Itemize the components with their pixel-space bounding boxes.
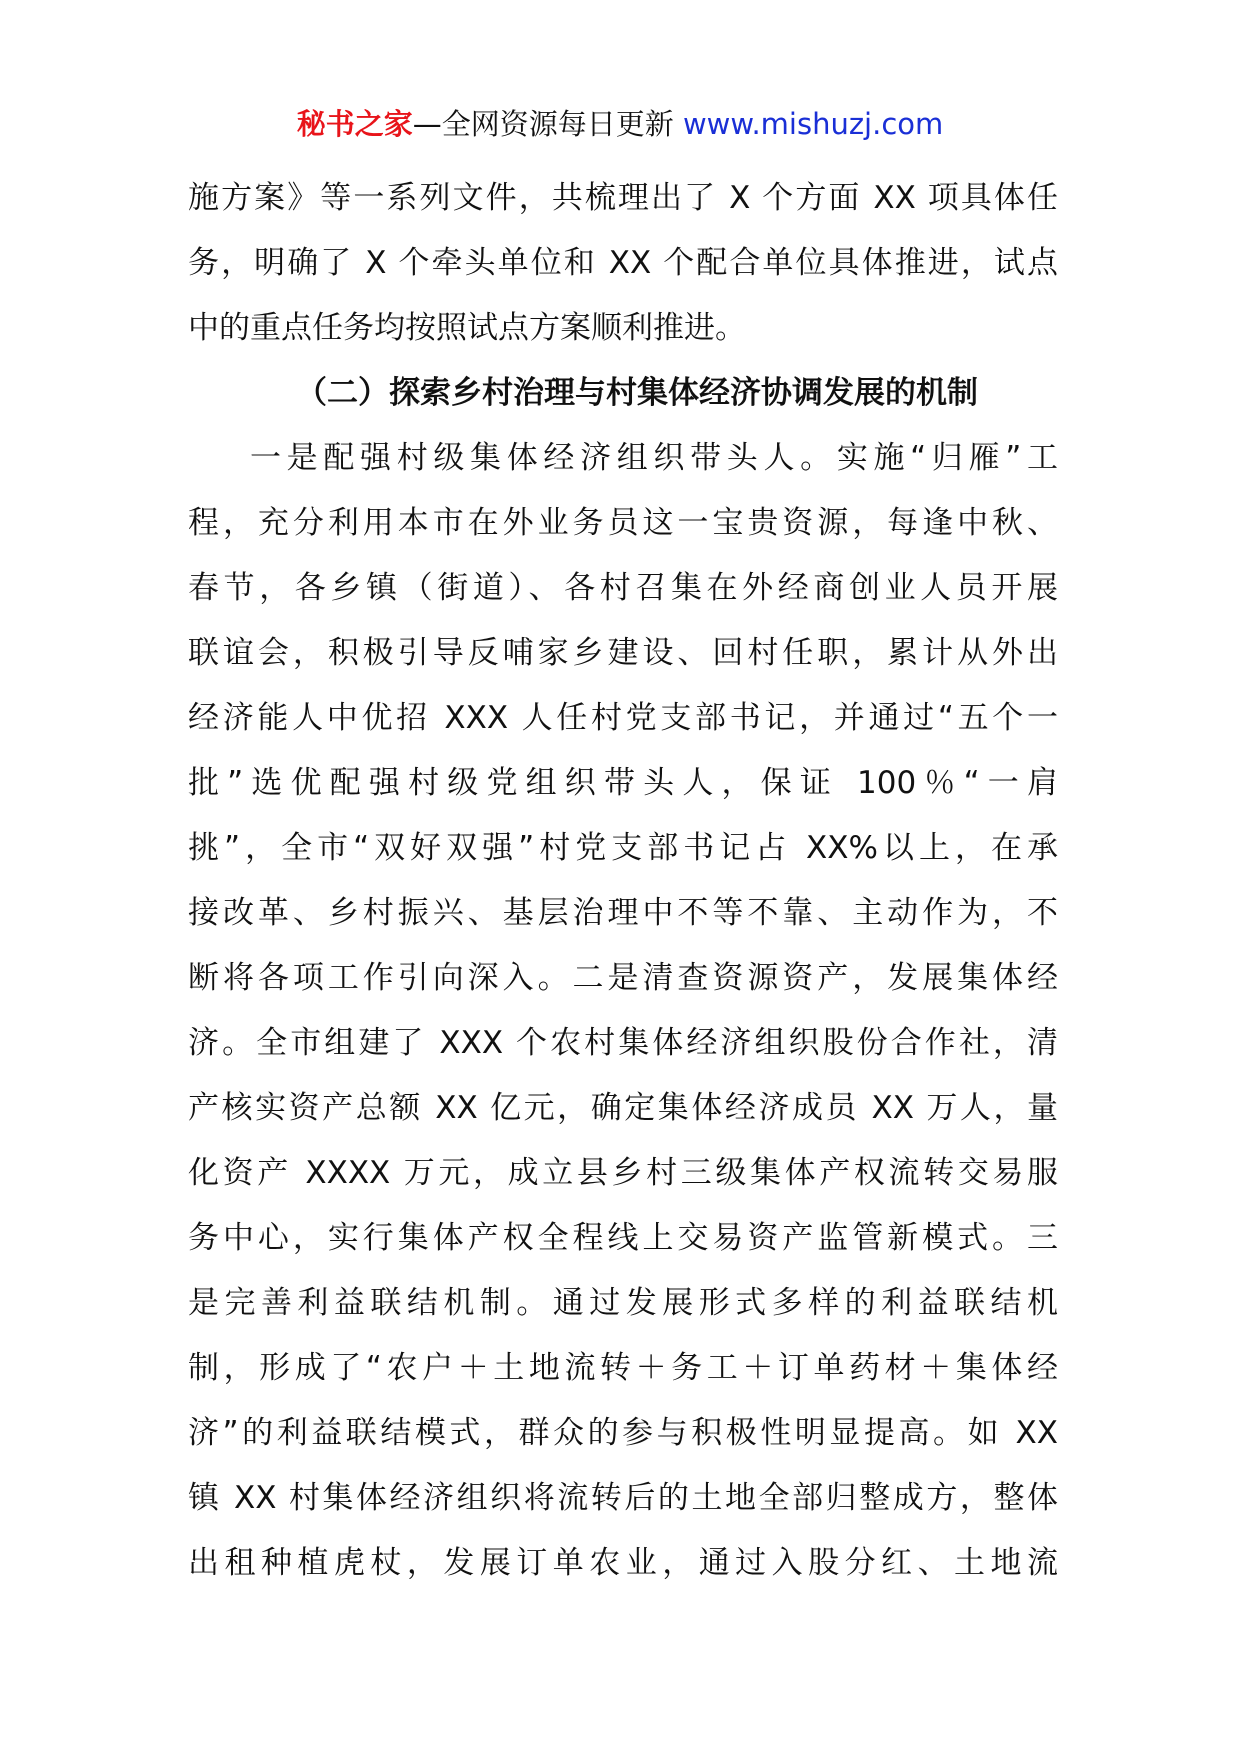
body-line: 济”的利益联结模式，群众的参与积极性明显提高。如 XX (188, 1415, 1058, 1451)
body-line: 春节，各乡镇（街道）、各村召集在外经商创业人员开展 (188, 570, 1058, 606)
body-line: 挑”，全市“双好双强”村党支部书记占 XX%以上，在承 (188, 830, 1058, 866)
body-line: 务，明确了 X 个牵头单位和 XX 个配合单位具体推进，试点 (188, 245, 1058, 281)
body-line: 务中心，实行集体产权全程线上交易资产监管新模式。三 (188, 1220, 1058, 1256)
body-line: 联谊会，积极引导反哺家乡建设、回村任职，累计从外出 (188, 635, 1058, 671)
brand-name: 秘书之家 (296, 107, 413, 141)
body-line: 断将各项工作引向深入。二是清查资源资产，发展集体经 (188, 960, 1058, 996)
body-line: 批”选优配强村级党组织带头人，保证 100％“一肩 (188, 765, 1058, 801)
body-line: 经济能人中优招 XXX 人任村党支部书记，并通过“五个一 (188, 700, 1058, 736)
body-line: 镇 XX 村集体经济组织将流转后的土地全部归整成方，整体 (188, 1480, 1058, 1516)
site-header (0, 104, 1240, 144)
body-line: 化资产 XXXX 万元，成立县乡村三级集体产权流转交易服 (188, 1155, 1058, 1191)
body-line: 一是配强村级集体经济组织带头人。实施“归雁”工 (250, 440, 1058, 476)
body-line: 程，充分利用本市在外业务员这一宝贵资源，每逢中秋、 (188, 505, 1058, 541)
body-line: 施方案》等一系列文件，共梳理出了 X 个方面 XX 项具体任 (188, 180, 1058, 216)
body-line: 接改革、乡村振兴、基层治理中不等不靠、主动作为，不 (188, 895, 1058, 931)
body-line: 产核实资产总额 XX 亿元，确定集体经济成员 XX 万人，量 (188, 1090, 1058, 1126)
body-line: 中的重点任务均按照试点方案顺利推进。 (188, 310, 746, 346)
body-line: 出租种植虎杖，发展订单农业，通过入股分红、土地流 (188, 1545, 1058, 1581)
header-tagline: —全网资源每日更新 (412, 107, 683, 141)
document-body (188, 166, 1058, 1596)
body-line: 济。全市组建了 XXX 个农村集体经济组织股份合作社，清 (188, 1025, 1058, 1061)
body-line: 制，形成了“农户＋土地流转＋务工＋订单药材＋集体经 (188, 1350, 1058, 1386)
body-line: 是完善利益联结机制。通过发展形式多样的利益联结机 (188, 1285, 1058, 1321)
site-url[interactable]: www.mishuzj.com (682, 107, 944, 141)
section-heading: （二）探索乡村治理与村集体经济协调发展的机制 (296, 375, 978, 411)
